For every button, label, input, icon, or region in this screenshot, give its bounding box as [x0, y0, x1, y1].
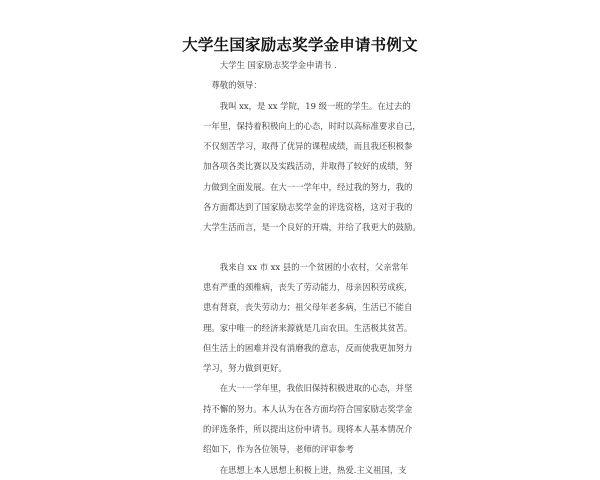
doc-line: 持不懈的努力。本人认为在各方面均符合国家励志奖学金 — [203, 403, 413, 414]
doc-line: 在大一一学年里，我依旧保持积极进取的心态，并坚 — [203, 383, 413, 394]
doc-line: 加各项各类比赛以及实践活动，并取得了较好的成绩，努 — [203, 161, 413, 172]
document-body — [203, 55, 421, 480]
doc-line: 但生活上的困难并没有消磨我的意志，反而使我更加努力 — [203, 342, 413, 353]
doc-line: 的评选条件，所以提出这份申请书。现将本人基本情况介 — [203, 424, 413, 435]
doc-line: 我叫 xx，是 xx 学院，19 级一班的学生。在过去的 — [203, 100, 411, 111]
doc-line: 患有肾衰，丧失劳动力；祖父母年老多病，生活已不能自 — [203, 302, 413, 313]
doc-line: 绍如下，作为各位领导，老师的评审参考 — [203, 444, 354, 455]
doc-line: 理。家中唯一的经济来源就是几亩农田。生活极其贫苦。 — [203, 322, 413, 333]
doc-line: 学习，努力做到更好。 — [203, 363, 287, 374]
doc-line: 一年里，保持着积极向上的心态，时时以高标准要求自己， — [203, 120, 421, 131]
document-title: 大学生国家励志奖学金申请书例文 — [182, 36, 418, 54]
paragraph-gap — [203, 238, 403, 257]
doc-line: 各方面都达到了国家励志奖学金的评选资格，这对于我的 — [203, 202, 413, 213]
doc-line: 大学生 国家励志奖学金申请书 . — [203, 60, 337, 70]
doc-line: 力做到全面发展。在大一一学年中，经过我的努力，我的 — [203, 181, 413, 192]
doc-line: 不仅刻苦学习，取得了优异的课程成绩，而且我还积极参 — [203, 141, 413, 152]
doc-line: 尊敬的领导： — [203, 80, 262, 91]
doc-line: 在思想上本人思想上积极上进，热爱.主义祖国，支 — [203, 464, 407, 475]
doc-line: 大学生活而言，是一个良好的开端，并给了我更大的鼓励。 — [203, 222, 421, 233]
doc-line: 我来自 xx 市 xx 县的一个贫困的小农村，父亲常年 — [203, 261, 409, 272]
doc-line: 患有严重的颈椎病，丧失了劳动能力，母亲因积劳成疾， — [203, 281, 413, 292]
